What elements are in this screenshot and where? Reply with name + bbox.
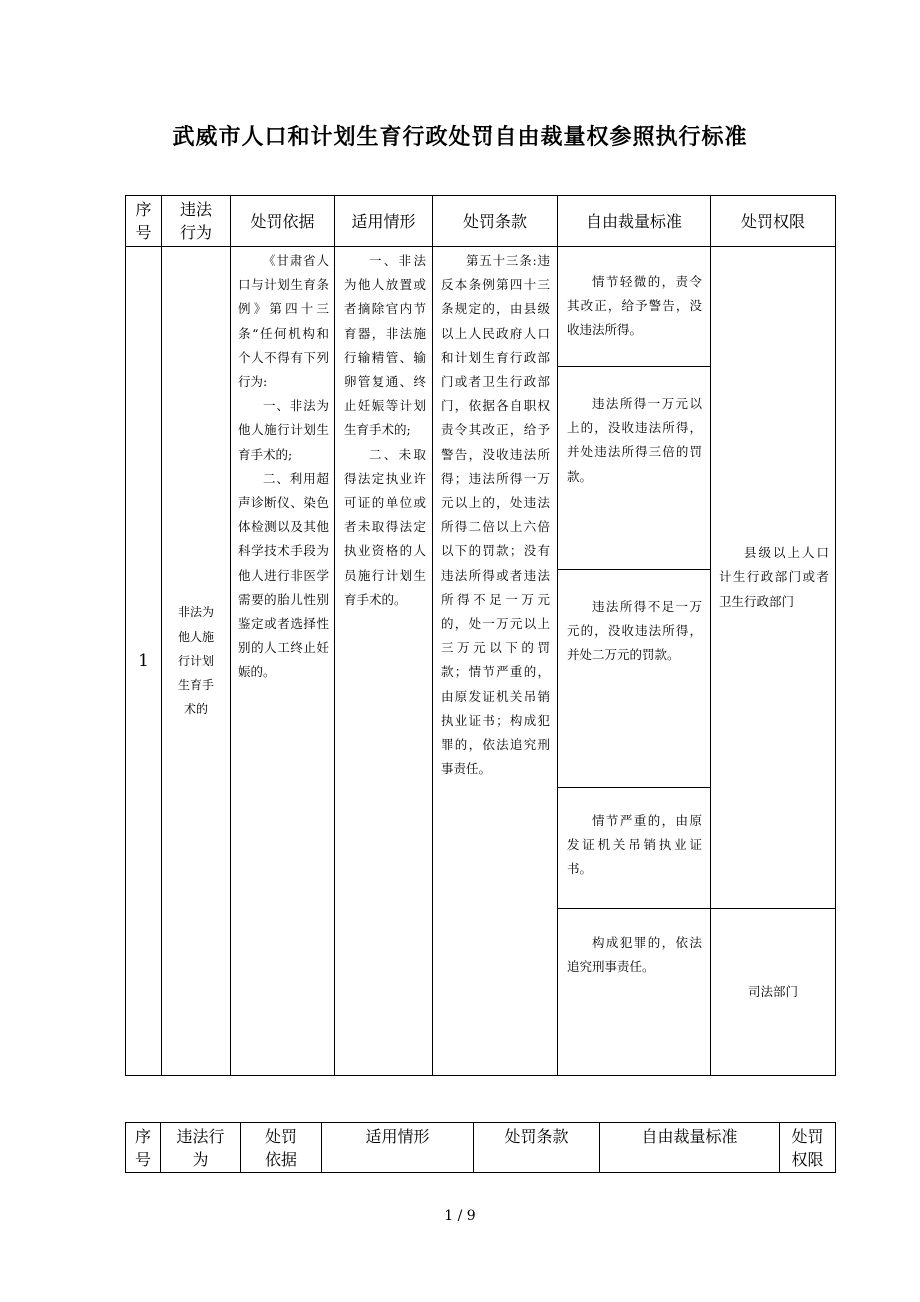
row-basis — [231, 247, 335, 1076]
t2-header-act: 违法行 为 — [161, 1123, 241, 1173]
standard-minor: 情节轻微的，责令其改正，给予警告，没收违法所得。 — [558, 247, 711, 367]
authority-judicial: 司法部门 — [711, 909, 836, 1076]
t2-header-clause: 处罚条款 — [474, 1123, 600, 1173]
header-scenario: 适用情形 — [335, 196, 433, 247]
header-authority: 处罚权限 — [711, 196, 836, 247]
scenario-para-2: 二、未取得法定执业许可证的单位或者未取得法定执业资格的人员施行计划生育手术的。 — [344, 446, 426, 607]
authority-admin-text: 县级以上人口计生行政部门或者卫生行政部门 — [719, 545, 829, 609]
t2-header-standard: 自由裁量标准 — [600, 1123, 780, 1173]
row-clause — [433, 247, 558, 1076]
clause-text: 第五十三条:违反本条例第四十三条规定的，由县级以上人民政府人口和计划生育行政部门或者卫生行政部门，依据各自职权责令其改正，给予警告，没收违法所得；违法所得一万元以上的，处违法所得二倍以上六倍以下的罚款；没有违法所得或者违法所得不足一万元的，处一万元以上三万元以下的罚款；情节严重的，由原发证机关吊销执业证书；构成犯罪的，依法追究刑事责任。 — [441, 253, 550, 777]
basis-para-1: 《甘肃省人口与计划生育条例》第四十三条“任何机构和个人不得有下列行为: — [238, 253, 329, 390]
t2-header-authority: 处罚 权限 — [780, 1123, 836, 1173]
t2-header-seq: 序 号 — [126, 1123, 161, 1173]
t2-header-scenario: 适用情形 — [322, 1123, 474, 1173]
standard-serious: 情节严重的，由原发证机关吊销执业证书。 — [558, 788, 711, 909]
header-act: 违法 行为 — [162, 196, 231, 247]
header-standard: 自由裁量标准 — [558, 196, 711, 247]
standard-over-10k: 违法所得一万元以上的，没收违法所得，并处违法所得三倍的罚款。 — [558, 367, 711, 570]
row-scenario — [335, 247, 433, 1076]
header-clause: 处罚条款 — [433, 196, 558, 247]
document-title: 武威市人口和计划生育行政处罚自由裁量权参照执行标准 — [172, 125, 748, 150]
standard-under-10k: 违法所得不足一万元的，没收违法所得，并处二万元的罚款。 — [558, 570, 711, 788]
page-number: 1 / 9 — [444, 1208, 476, 1224]
scenario-para-1: 一、非法为他人放置或者摘除官内节育器，非法施行输精管、输卵管复通、终止妊娠等计划生育手术的; — [344, 253, 426, 438]
penalty-table-continued — [125, 1122, 836, 1173]
row-seq: 1 — [126, 247, 162, 1076]
authority-admin — [711, 247, 836, 909]
penalty-table — [125, 195, 836, 1076]
standard-criminal: 构成犯罪的，依法追究刑事责任。 — [558, 909, 711, 1076]
basis-para-2: 一、非法为他人施行计划生育手术的; — [238, 398, 329, 462]
t2-header-basis: 处罚 依据 — [241, 1123, 322, 1173]
header-basis: 处罚依据 — [231, 196, 335, 247]
row-act: 非法为 他人施 行计划 生育手 术的 — [162, 247, 231, 1076]
basis-para-3: 二、利用超声诊断仪、染色体检测以及其他科学技术手段为他人进行非医学需要的胎儿性别鉴定或者选择性别的人工终止妊娠的。 — [238, 470, 329, 680]
header-seq: 序 号 — [126, 196, 162, 247]
